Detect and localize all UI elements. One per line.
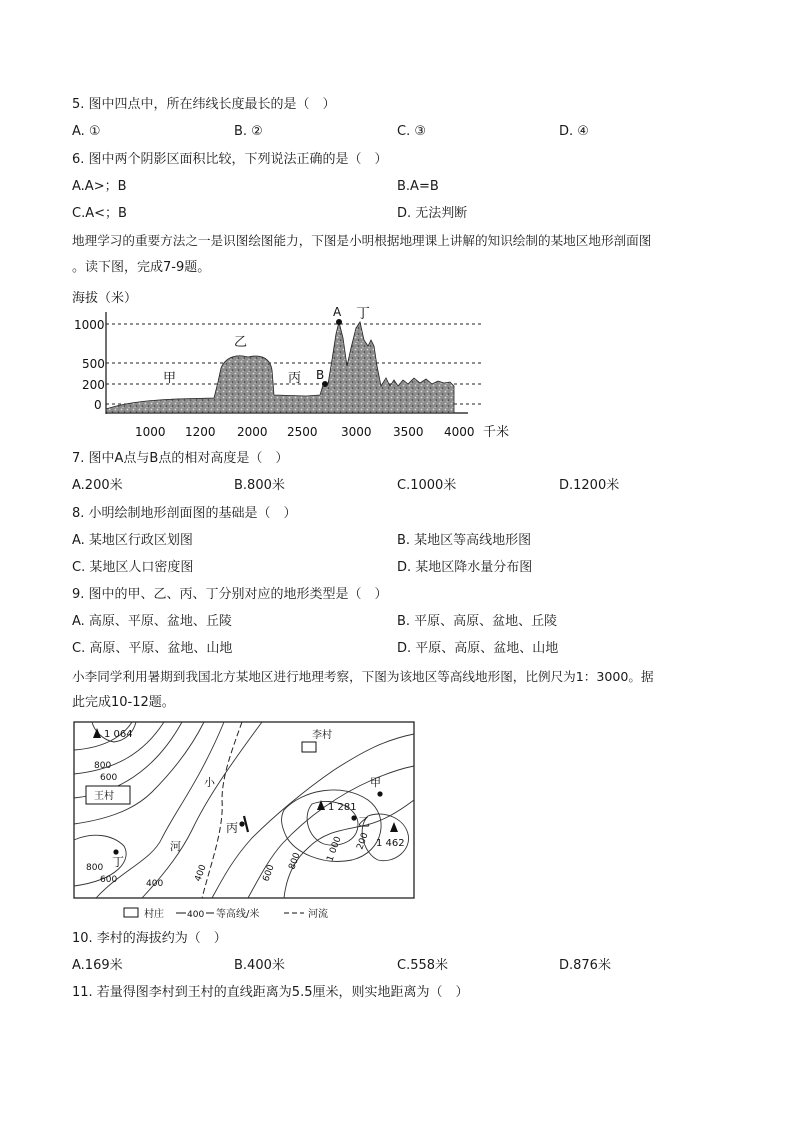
- xtick-2000: 2000: [237, 425, 268, 439]
- ytick-200: 200: [82, 378, 105, 392]
- contour-label-800-b: 800: [287, 851, 303, 872]
- contour-label-200: 200: [355, 831, 371, 852]
- q8-option-c: C. 某地区人口密度图: [72, 560, 194, 575]
- q10-option-c: C.558米: [397, 958, 449, 973]
- peak-2-value: 1 281: [328, 802, 357, 813]
- village-li-label: 李村: [312, 730, 332, 741]
- q6-option-d: D. 无法判断: [397, 206, 468, 221]
- q5-option-b: B. ②: [234, 124, 263, 139]
- q7-option-b: B.800米: [234, 478, 285, 493]
- point-bing: [239, 821, 244, 826]
- q8-option-b: B. 某地区等高线地形图: [397, 533, 532, 548]
- xunit: 千米: [483, 425, 510, 440]
- contour-label-800-a: 800: [94, 761, 112, 771]
- label-ding: 丁: [356, 306, 370, 322]
- xtick-4000: 4000: [444, 425, 475, 439]
- profile-ylabel: 海拔（米）: [72, 291, 138, 306]
- point-yi-label: 乙: [358, 815, 371, 829]
- legend-river-label: 河流: [308, 909, 328, 920]
- contour-label-600-c: 600: [100, 875, 118, 885]
- village-li-box: [302, 742, 316, 752]
- q6-option-a: A.A>；B: [72, 179, 127, 194]
- xtick-1200: 1200: [185, 425, 216, 439]
- contour-label-600-b: 600: [261, 863, 277, 884]
- ytick-1000: 1000: [74, 318, 105, 332]
- peak-1-value: 1 064: [104, 729, 133, 740]
- q5-option-c: C. ③: [397, 124, 426, 139]
- point-ding: [113, 849, 118, 854]
- xtick-3500: 3500: [393, 425, 424, 439]
- point-yi: [351, 815, 356, 820]
- point-bing-label: 丙: [226, 821, 239, 835]
- label-a: A: [333, 305, 342, 319]
- q9-option-c: C. 高原、平原、盆地、山地: [72, 641, 233, 656]
- q7-stem: 7. 图中A点与B点的相对高度是（ ）: [72, 451, 289, 466]
- legend-contour-label: 等高线/米: [216, 909, 260, 920]
- legend-contour-sample: 400: [187, 910, 205, 920]
- terrain-silhouette: [106, 322, 454, 413]
- legend-village-label: 村庄: [144, 909, 164, 920]
- peak-3-value: 1 462: [376, 838, 405, 849]
- label-jia: 甲: [163, 371, 177, 386]
- intro-profile-line2: 。读下图，完成7-9题。: [72, 260, 211, 275]
- q9-option-b: B. 平原、高原、盆地、丘陵: [397, 614, 558, 629]
- q7-option-c: C.1000米: [397, 478, 457, 493]
- q8-option-d: D. 某地区降水量分布图: [397, 560, 533, 575]
- label-b: B: [316, 368, 325, 382]
- q6-stem: 6. 图中两个阴影区面积比较，下列说法正确的是（ ）: [72, 152, 388, 167]
- label-yi: 乙: [234, 335, 248, 350]
- q10-option-b: B.400米: [234, 958, 285, 973]
- xtick-1000: 1000: [135, 425, 166, 439]
- point-ding-label: 丁: [112, 855, 125, 869]
- q8-stem: 8. 小明绘制地形剖面图的基础是（ ）: [72, 506, 297, 521]
- contour-label-800-c: 800: [86, 863, 104, 873]
- label-bing: 丙: [288, 371, 302, 386]
- point-jia: [377, 791, 382, 796]
- xtick-2500: 2500: [287, 425, 318, 439]
- contour-label-400-a: 400: [146, 879, 164, 889]
- q6-option-c: C.A<；B: [72, 206, 127, 221]
- contour-label-1000: 1 000: [325, 835, 344, 864]
- q9-option-d: D. 平原、高原、盆地、山地: [397, 641, 559, 656]
- river-char-xiao: 小: [204, 776, 215, 789]
- intro-contour-line1: 小李同学利用暑期到我国北方某地区进行地理考察，下图为该地区等高线地形图，比例尺为1：3000。据: [72, 669, 654, 684]
- contour-label-400-b: 400: [193, 863, 209, 884]
- intro-contour-line2: 此完成10-12题。: [72, 695, 175, 710]
- legend-village-icon: [124, 908, 138, 917]
- river-char-he: 河: [170, 840, 181, 853]
- q11-stem: 11. 若量得图李村到王村的直线距离为5.5厘米，则实地距离为（ ）: [72, 985, 469, 1000]
- village-wang-label: 王村: [94, 791, 114, 802]
- q10-option-d: D.876米: [559, 958, 611, 973]
- q6-option-b: B.A=B: [397, 179, 439, 194]
- q7-option-d: D.1200米: [559, 478, 620, 493]
- point-a: [336, 319, 342, 325]
- q9-option-a: A. 高原、平原、盆地、丘陵: [72, 614, 232, 629]
- contour-map-figure: [72, 720, 418, 922]
- point-jia-label: 甲: [370, 776, 381, 789]
- contour-label-600-a: 600: [100, 773, 118, 783]
- xtick-3000: 3000: [341, 425, 372, 439]
- q5-option-d: D. ④: [559, 124, 589, 139]
- ytick-0: 0: [94, 398, 102, 412]
- q8-option-a: A. 某地区行政区划图: [72, 533, 193, 548]
- q5-stem: 5. 图中四点中，所在纬线长度最长的是（ ）: [72, 97, 336, 112]
- q7-option-a: A.200米: [72, 478, 123, 493]
- q10-option-a: A.169米: [72, 958, 123, 973]
- q10-stem: 10. 李村的海拔约为（ ）: [72, 931, 227, 946]
- ytick-500: 500: [82, 357, 105, 371]
- q9-stem: 9. 图中的甲、乙、丙、丁分别对应的地形类型是（ ）: [72, 587, 388, 602]
- intro-profile-line1: 地理学习的重要方法之一是识图绘图能力，下图是小明根据地理课上讲解的知识绘制的某地区地形剖面图: [72, 233, 652, 248]
- terrain-profile-figure: [66, 282, 526, 442]
- q5-option-a: A. ①: [72, 124, 101, 139]
